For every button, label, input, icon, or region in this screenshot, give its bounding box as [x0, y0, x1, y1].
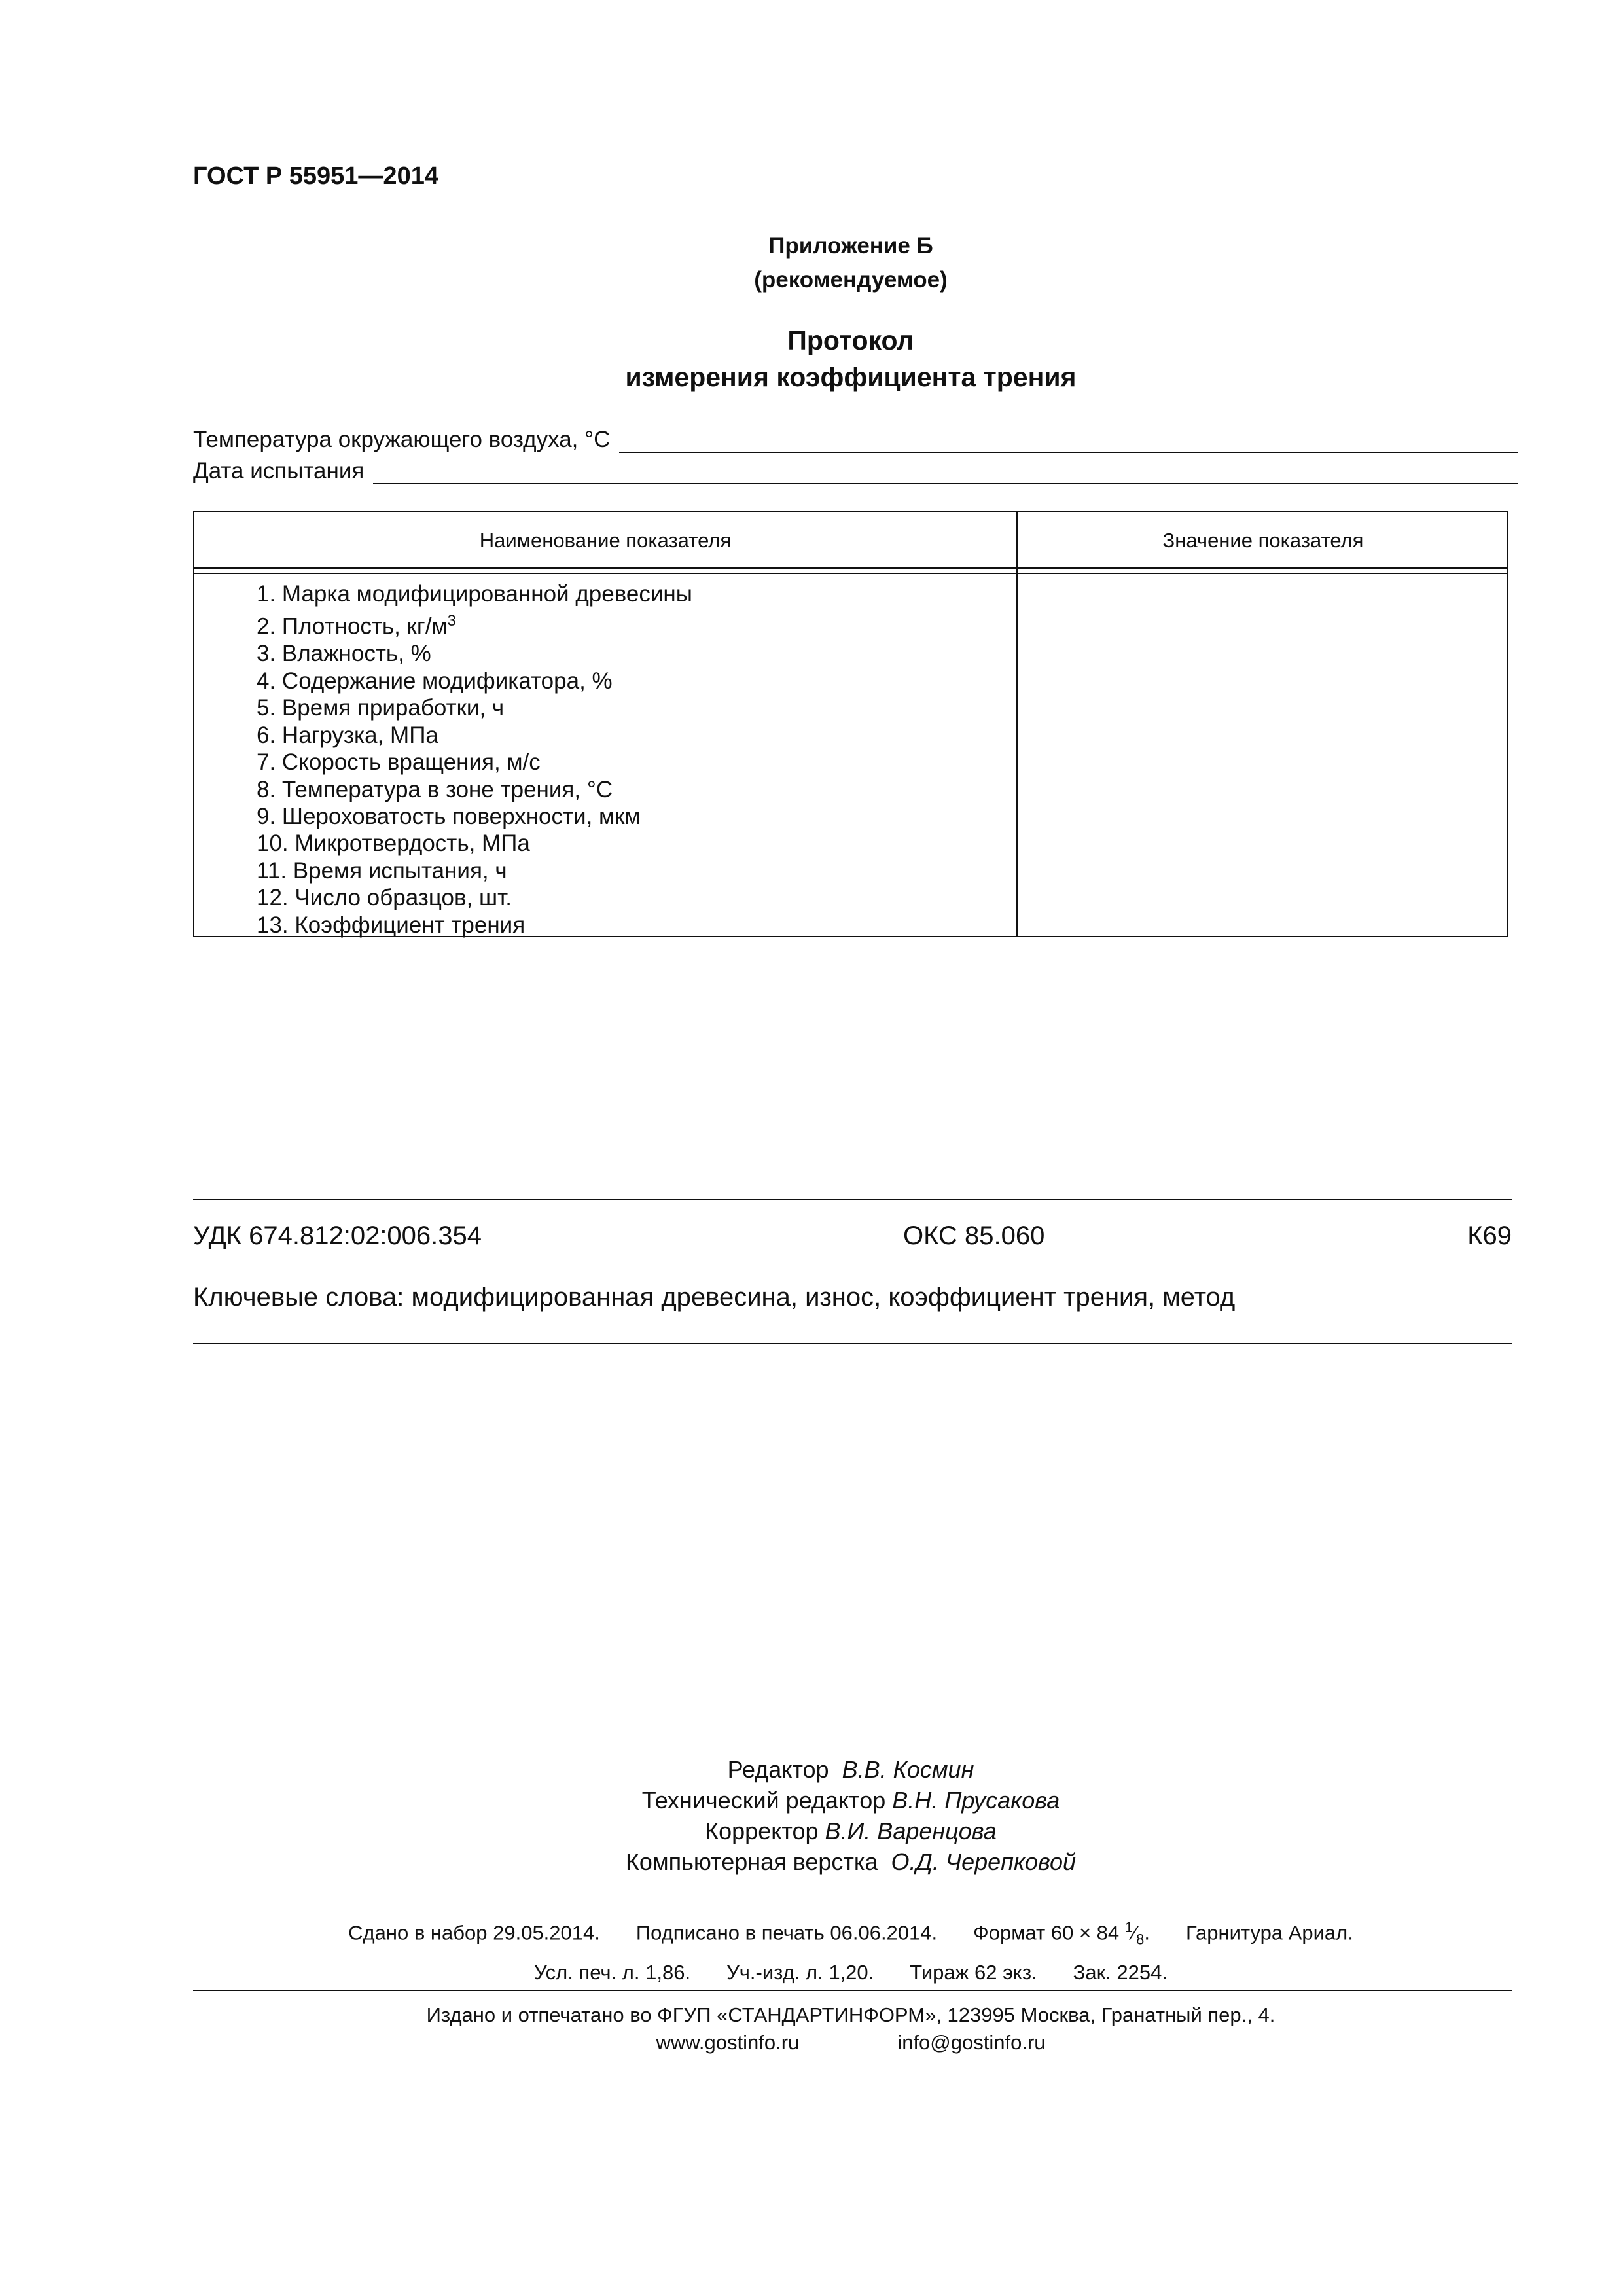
protocol-heading	[0, 322, 1623, 395]
test-date-field	[193, 453, 1518, 484]
appendix-title: Приложение Б	[768, 233, 933, 259]
editor-label: Редактор	[727, 1756, 829, 1783]
list-item: 8. Температура в зоне трения, °С	[257, 776, 613, 802]
density-superscript: 3	[447, 612, 456, 630]
classification-code: К69	[1467, 1221, 1512, 1250]
list-item: 9. Шероховатость поверхности, мкм	[257, 803, 641, 829]
column-divider	[1016, 512, 1018, 936]
list-item: 5. Время приработки, ч	[257, 695, 505, 721]
header-divider	[194, 567, 1507, 574]
ambient-temperature-blank	[619, 428, 1518, 453]
list-item: 6. Нагрузка, МПа	[257, 722, 438, 748]
test-date-blank	[373, 459, 1518, 484]
protocol-title: Протокол	[787, 325, 914, 355]
layout-line	[0, 1846, 1623, 1877]
publisher-line: Издано и отпечатано во ФГУП «СТАНДАРТИНФОРМ», 123995 Москва, Гранатный пер., 4.	[426, 2003, 1275, 2026]
format-denominator: 8	[1136, 1931, 1145, 1948]
indicator-list	[257, 581, 692, 939]
editor-name: В.В. Космин	[842, 1756, 974, 1783]
list-item: 3. Влажность, %	[257, 641, 431, 667]
list-item: 12. Число образцов, шт.	[257, 885, 512, 911]
tech-editor-name: В.Н. Прусакова	[892, 1787, 1060, 1814]
keywords: Ключевые слова: модифицированная древесина, износ, коэффициент трения, метод	[193, 1283, 1236, 1312]
format: Формат 60 × 84	[973, 1921, 1120, 1945]
layout-label: Компьютерная верстка	[625, 1848, 878, 1875]
publisher-sheets: Уч.-изд. л. 1,20.	[726, 1960, 874, 1984]
signed-date: Подписано в печать 06.06.2014.	[635, 1921, 938, 1945]
order-number: Зак. 2254.	[1073, 1960, 1168, 1984]
typeset-date: Сдано в набор 29.05.2014.	[348, 1921, 600, 1945]
appendix-status: (рекомендуемое)	[754, 267, 948, 293]
density-label: 2. Плотность, кг/м	[257, 614, 448, 640]
print-run: Тираж 62 экз.	[910, 1960, 1037, 1984]
tech-editor-label: Технический редактор	[641, 1787, 886, 1814]
list-item: 10. Микротвердость, МПа	[257, 831, 530, 857]
test-date-label: Дата испытания	[193, 458, 365, 484]
list-item: 4. Содержание модификатора, %	[257, 668, 613, 694]
proofreader-line	[0, 1816, 1623, 1846]
tech-editor-line	[0, 1785, 1623, 1816]
divider-bottom	[193, 1343, 1512, 1344]
proofreader-name: В.И. Варенцова	[825, 1818, 997, 1844]
list-item: 7. Скорость вращения, м/с	[257, 749, 541, 776]
print-info	[0, 1911, 1623, 1989]
list-item: 1. Марка модифицированной древесины	[257, 581, 692, 607]
publisher-contacts	[0, 2029, 1623, 2056]
divider-top	[193, 1199, 1512, 1200]
printed-sheets: Усл. печ. л. 1,86.	[533, 1960, 691, 1984]
list-item-density	[257, 607, 692, 640]
protocol-subtitle: измерения коэффициента трения	[625, 362, 1077, 392]
layout-name: О.Д. Черепковой	[891, 1848, 1077, 1875]
divider-publisher	[193, 1990, 1512, 1991]
oks-code: ОКС 85.060	[903, 1221, 1045, 1250]
ambient-temperature-field	[193, 422, 1518, 453]
typeface: Гарнитура Ариал.	[1185, 1921, 1353, 1945]
publisher	[0, 2001, 1623, 2056]
credits	[0, 1754, 1623, 1877]
format-numerator: 1	[1124, 1919, 1133, 1935]
document-number: ГОСТ Р 55951—2014	[193, 162, 438, 190]
ambient-temperature-label: Температура окружающего воздуха, °С	[193, 427, 611, 452]
list-item: 13. Коэффициент трения	[257, 912, 526, 938]
print-info-line-2	[0, 1956, 1623, 1989]
proofreader-label: Корректор	[705, 1818, 819, 1844]
header-indicator-value: Значение показателя	[1162, 529, 1364, 552]
publisher-website[interactable]: www.gostinfo.ru	[656, 2031, 800, 2054]
print-info-line-1: Сдано в набор 29.05.2014. Подписано в печать 06.06.2014. Формат 60 × 84 $^1⁄_8$. Гарнитура Ариал.	[348, 1919, 1353, 1948]
appendix-heading	[0, 229, 1623, 297]
protocol-table	[193, 511, 1508, 937]
udk-code: УДК 674.812:02:006.354	[193, 1221, 482, 1250]
list-item: 11. Время испытания, ч	[257, 857, 507, 884]
header-indicator-name: Наименование показателя	[479, 529, 732, 552]
editor-line	[0, 1754, 1623, 1785]
publisher-email[interactable]: info@gostinfo.ru	[897, 2031, 1046, 2054]
